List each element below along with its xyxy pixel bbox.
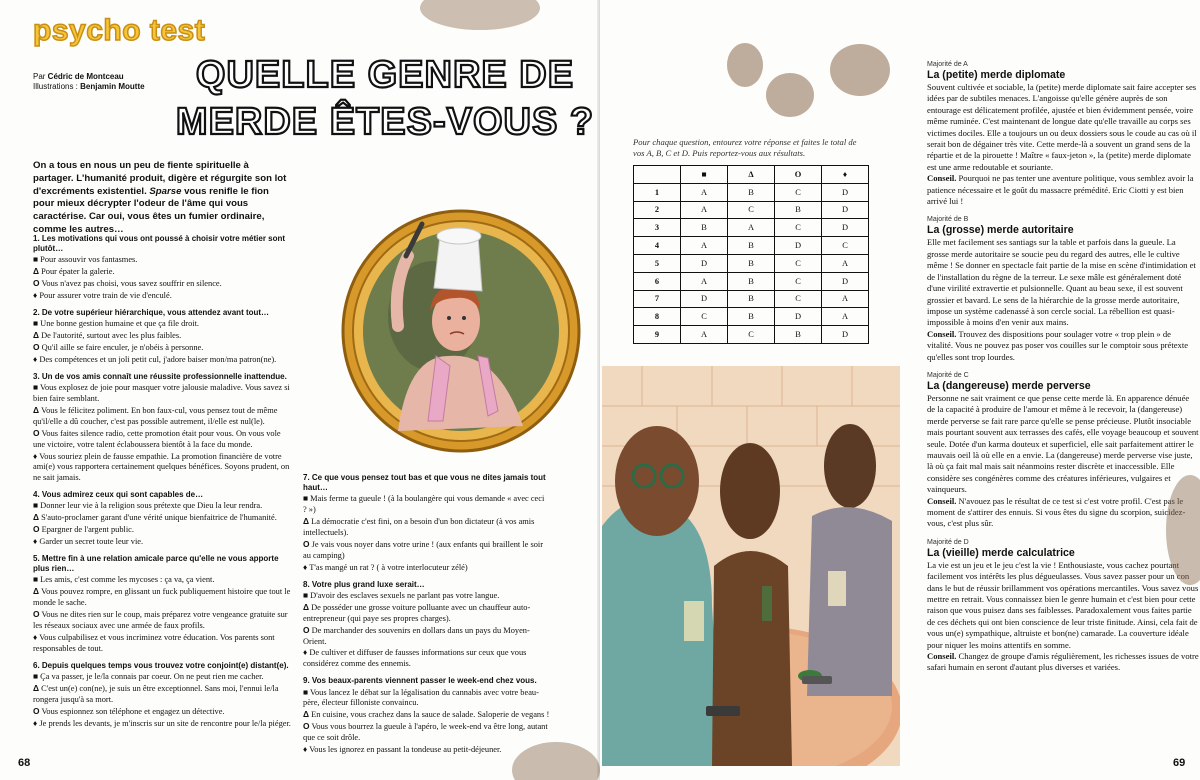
result-block: [927, 215, 1199, 362]
result-description: La vie est un jeu et le jeu c'est la vie ! Enthousiaste, vous cachez pourtant facilement vos intérêts les plus dégueulasses. Vous savez passer pour un con dans le but de réussir brillamment vos opérations mercantiles. Vous savez vous mettre en retrait. Vous connaissez bien le genre humain et c'est bien pour cette raison que vous puisez dans ses faiblesses. Paradoxalement vous faites partie de ces déchets qui ont bien conscience de leur triste finitude. Ainsi, cela fait de vous un(e) sympathique, altruiste et bon(ne) camarade. La couverture idéale pour niquer les moins attentifs en somme.: [927, 559, 1199, 650]
result-label: Majorité de D: [927, 538, 969, 546]
table-row: [634, 326, 869, 344]
table-row: [634, 308, 869, 326]
answer-text: Pour assouvir vos fantasmes.: [38, 255, 138, 265]
answer-text: Vous n'avez pas choisi, vous savez souffrir en silence.: [39, 279, 222, 289]
answer-text: C'est un(e) con(ne), je suis un être exceptionnel. Sans moi, l'ennui le/la rongera jusqu'à sa mort.: [33, 683, 279, 704]
answer-text: S'auto-proclamer garant d'une vérité unique bienfaitrice de l'humanité.: [39, 513, 277, 523]
page-number: 68: [18, 757, 31, 769]
answer-text: Vous faites silence radio, cette promotion était pour vous. On vous vole une victoire, votre talent éclaboussera bientôt à la face du monde.: [33, 428, 281, 449]
answer-letter-cell: A: [681, 272, 728, 290]
result-title: La (petite) merde diplomate: [927, 69, 1066, 81]
answer-letter-cell: B: [728, 272, 775, 290]
answer-symbol: ♦: [33, 450, 38, 461]
answer-text: Donner leur vie à la religion sous prétexte que Dieu la leur rendra.: [38, 501, 263, 511]
answer-option: [33, 318, 291, 330]
table-row: [634, 254, 869, 272]
answer-option: [33, 342, 291, 354]
answer-text: Garder un secret toute leur vie.: [37, 537, 144, 547]
table-header-row: [634, 166, 869, 184]
answer-text: Je vais vous noyer dans votre urine ! (aux enfants qui braillent le soir au camping): [303, 540, 544, 560]
answer-text: Vous vous bourrez la gueule à l'apéro, le week-end va être long, autant que ce soit drôle.: [303, 722, 548, 743]
result-block: [927, 538, 1199, 674]
answer-text: Des compétences et un joli petit cul, j'adore baiser mon/ma patron(ne).: [37, 354, 277, 364]
result-label: Majorité de B: [927, 216, 969, 224]
table-row: [634, 201, 869, 219]
answer-text: Qu'il aille se faire enculer, je n'obéis à personne.: [39, 343, 204, 353]
result-title: La (grosse) merde autoritaire: [927, 224, 1074, 237]
answer-letter-cell: C: [681, 308, 728, 326]
answer-letter-cell: A: [728, 219, 775, 237]
answer-option: [33, 609, 291, 632]
answer-symbol: Δ: [303, 516, 310, 527]
page-title: [175, 52, 595, 146]
answer-option: [303, 625, 550, 648]
answer-option: [33, 524, 291, 536]
advice-text: Pourquoi ne pas tenter une aventure politique, vous semblez avoir la patience nécessaire et le goût du massacre prémédité. Eric Ciotti y est bien arrivé lui !: [927, 173, 1194, 207]
answer-symbol: ■: [303, 589, 309, 600]
advice-label: Conseil.: [927, 173, 957, 184]
quiz-question: [33, 372, 291, 484]
answer-letter-cell: B: [775, 201, 822, 219]
advice-text: N'avouez pas le résultat de ce test si c'est votre profil. C'est pas le moment de s'attirer des ennuis. Si vous êtes du signe du scorpion, suicidez-vous, c'est plus sûr.: [927, 495, 1186, 529]
result-body: [927, 237, 1199, 362]
question-number-cell: 4: [634, 237, 681, 255]
answer-letter-cell: B: [681, 219, 728, 237]
answer-text: Epargner de l'argent public.: [39, 525, 134, 535]
intro-text-1: On a tous en nous un peu de fiente spirituelle à partager. L'humanité produit, digère et régurgite son lot d'excréments existentiel.: [33, 160, 287, 197]
answer-option: [33, 632, 291, 655]
answer-symbol: ■: [303, 493, 309, 504]
quiz-question: [33, 234, 291, 302]
answer-letter-cell: C: [822, 237, 869, 255]
answer-text: Vous ne dites rien sur le coup, mais préparez votre vengeance gratuite sur les réseaux sociaux avec une armée de faux profils.: [33, 610, 288, 631]
advice-label: Conseil.: [927, 651, 957, 662]
credits: [33, 72, 145, 92]
answer-letter-cell: B: [775, 326, 822, 344]
answer-letter-cell: D: [775, 237, 822, 255]
result-body: [927, 393, 1199, 530]
question-number-cell: 5: [634, 254, 681, 272]
answer-text: De marchander des souvenirs en dollars dans un pays du Moyen-Orient.: [303, 625, 530, 646]
answer-symbol: ♦: [303, 744, 308, 755]
question-title: 6. Depuis quelques temps vous trouvez votre conjoint(e) distant(e).: [33, 660, 289, 670]
quiz-question: [33, 554, 291, 655]
page-number: 69: [1173, 757, 1186, 769]
question-title: 9. Vos beaux-parents viennent passer le week-end chez vous.: [303, 676, 537, 686]
answer-option: [33, 354, 291, 366]
question-title: 8. Votre plus grand luxe serait…: [303, 579, 425, 589]
result-body: [927, 82, 1199, 207]
quiz-question: [33, 308, 291, 366]
answer-symbol: ■: [33, 574, 39, 585]
table-row: [634, 183, 869, 201]
question-number-cell: 1: [634, 183, 681, 201]
question-title: 1. Les motivations qui vous ont poussé à choisir votre métier sont plutôt…: [33, 234, 286, 254]
answer-symbol: ♦: [33, 717, 38, 728]
answer-option: [33, 574, 291, 586]
result-description: Elle met facilement ses santiags sur la table et parfois dans la gueule. La grosse merde autoritaire se soucie peu du regard des autres, elle le cultive même ! Se donner en spectacle fait partie de la mise en scène d'intimidation et de l'installation du règne de la terreur. Le sexe mâle est généralement doté d'une virilité extravertie et pulsionnelle. Quant au beau sexe, il est souvent grossier et bavard. Le sens de la hiérarchie de la grosse merde autoritaire, impose un système cadenassé à son cercle social. La rébellion est quasi-impossible à moins d'en venir aux mains.: [927, 237, 1196, 328]
answer-symbol: ♦: [33, 631, 38, 642]
question-title: 3. Un de vos amis connaît une réussite professionnelle inattendue.: [33, 371, 287, 381]
test-instructions: Pour chaque question, entourez votre réponse et faites le total de vos A, B, C et D. Puis reportez-vous aux résultats.: [633, 137, 857, 158]
quiz-question: [33, 490, 291, 548]
answer-text: Vous le félicitez poliment. En bon faux-cul, vous pensez tout de même qu'il/elle a dû coucher, c'est pas possible autrement, il/elle est nul(le).: [33, 405, 278, 426]
answer-letter-cell: C: [728, 326, 775, 344]
answer-letter-cell: D: [822, 219, 869, 237]
pub-scene-illustration: [602, 366, 900, 766]
table-header-cell: ■: [681, 166, 728, 184]
result-title: La (dangereuse) merde perverse: [927, 379, 1091, 392]
answer-option: [303, 493, 550, 516]
answer-letter-cell: C: [775, 183, 822, 201]
answer-text: Vous lancez le débat sur la légalisation du cannabis avec votre beau-père, électeur filloniste convaincu.: [303, 687, 539, 708]
answer-text: T'as mangé un rat ? ( à votre interlocuteur zélé): [307, 562, 468, 572]
illustrator-name: Benjamin Moutte: [80, 82, 145, 91]
question-number-cell: 7: [634, 290, 681, 308]
framed-portrait-illustration: [338, 206, 584, 456]
answer-letter-cell: B: [728, 237, 775, 255]
table-header-cell: [634, 166, 681, 184]
answer-option: [303, 562, 550, 574]
answer-letter-cell: C: [775, 219, 822, 237]
answer-letter-cell: D: [822, 201, 869, 219]
question-title: 2. De votre supérieur hiérarchique, vous attendez avant tout…: [33, 308, 270, 318]
answer-option: [33, 586, 291, 609]
answer-option: [303, 590, 550, 602]
answer-letter-cell: A: [822, 254, 869, 272]
stain-decoration: [720, 25, 895, 120]
answer-letter-cell: C: [775, 290, 822, 308]
result-label: Majorité de C: [927, 371, 969, 379]
answer-symbol: ■: [303, 686, 309, 697]
result-description: Souvent cultivée et sociable, la (petite) merde diplomate sait faire accepter ses idées par de subtiles menaces. L'angoisse qu'elle génère auprès de son entourage est délicatement profilée, ajustée et bien évidemment pensée, voire même ruminée. C'est maintenant de longue date qu'elle travaille au corps ses victimes dociles. Elle a toujours un ou deux dossiers sous le coude au cas où il serait bon de dégainer très vite. Cette merde-là a souvent un grand sens de la répartie et de la pirouette ! Maître « faux-jeton », la (petite) merde diplomate est une arme redoutable et souriante.: [927, 82, 1197, 172]
answer-symbol: ■: [33, 671, 39, 681]
title-line-2: MERDE ÊTES-VOUS ?: [175, 101, 595, 143]
answer-option: [33, 683, 291, 706]
question-title: 4. Vous admirez ceux qui sont capables de…: [33, 490, 204, 500]
answer-letter-cell: A: [681, 237, 728, 255]
answer-letter-cell: C: [728, 201, 775, 219]
answer-letter-cell: D: [775, 308, 822, 326]
right-page: [600, 0, 1200, 780]
question-number-cell: 3: [634, 219, 681, 237]
author-name: Cédric de Montceau: [47, 72, 124, 81]
advice-label: Conseil.: [927, 495, 957, 506]
answer-option: [33, 500, 291, 512]
answer-letter-cell: B: [728, 290, 775, 308]
result-block: [927, 371, 1199, 530]
title-line-1: QUELLE GENRE DE: [195, 54, 575, 96]
table-row: [634, 237, 869, 255]
answer-text: D'avoir des esclaves sexuels ne parlant pas votre langue.: [308, 590, 500, 600]
answer-text: De l'autorité, surtout avec les plus faibles.: [39, 331, 182, 341]
answer-option: [33, 512, 291, 524]
answer-symbol: O: [33, 342, 40, 353]
answer-symbol: ■: [33, 500, 39, 511]
advice-text: Trouvez des dispositions pour soulager votre « trop plein » de vitalité. Vous ne pouvez pas poser vos couilles sur le comptoir sous prétexte qu'elles sont trop lourdes.: [927, 328, 1189, 362]
answer-symbol: ■: [33, 318, 39, 329]
answer-option: [33, 254, 291, 266]
answer-text: Ça va passer, je le/la connais par coeur. On ne peut rien me cacher.: [38, 672, 264, 681]
magazine-name: Sparse: [149, 185, 182, 197]
answer-symbol: Δ: [33, 586, 40, 597]
answer-symbol: Δ: [33, 330, 40, 341]
answer-text: Vous pouvez rompre, en glissant un fuck publiquement histoire que tout le monde le sache.: [33, 587, 291, 608]
answer-letter-cell: B: [728, 308, 775, 326]
table-header-cell: ♦: [822, 166, 869, 184]
answer-option: [303, 602, 550, 625]
answer-option: [33, 330, 291, 342]
quiz-question: [303, 473, 550, 574]
answer-option: [303, 709, 550, 721]
table-row: [634, 272, 869, 290]
answer-symbol: ♦: [303, 647, 308, 658]
answer-symbol: ♦: [303, 561, 308, 572]
answer-letter-cell: A: [681, 326, 728, 344]
answer-symbol: Δ: [303, 709, 310, 720]
question-number-cell: 9: [634, 326, 681, 344]
answer-letter-cell: A: [822, 308, 869, 326]
answers-table: [633, 165, 869, 344]
advice-text: Changez de groupe d'amis régulièrement, les richesses issues de votre safari humain en seront d'autant plus diverses et variées.: [927, 651, 1199, 673]
answer-letter-cell: B: [728, 254, 775, 272]
result-body: [927, 560, 1199, 674]
intro-text-2: vous renifle le fion pour mieux décrypter l'odeur de l'âme qui vous caractérise. Car oui, vous êtes un fumier ordinaire, comme les autres…: [33, 185, 269, 235]
table-header-cell: Δ: [728, 166, 775, 184]
answer-symbol: O: [33, 278, 40, 289]
answer-symbol: Δ: [303, 601, 310, 612]
stain-decoration: [415, 0, 545, 40]
stain-decoration: [508, 730, 600, 780]
question-title: 5. Mettre fin à une relation amicale parce qu'elle ne vous apporte plus rien…: [33, 554, 279, 574]
answer-text: De cultiver et diffuser de fausses informations sur ceux que vous considérez comme des ennemis.: [303, 648, 527, 669]
answer-option: [33, 718, 291, 730]
answer-symbol: ♦: [33, 290, 38, 301]
answer-text: Pour assurer votre train de vie d'enculé.: [37, 291, 172, 301]
answer-symbol: O: [303, 539, 310, 550]
answer-symbol: ■: [33, 254, 39, 265]
answer-symbol: O: [303, 624, 310, 635]
answer-symbol: ♦: [33, 536, 38, 547]
questions-column-1: [33, 234, 291, 736]
answer-text: Vous explosez de joie pour masquer votre jalousie maladive. Vous savez si bien faire semblant.: [33, 383, 290, 403]
answer-letter-cell: C: [775, 272, 822, 290]
answer-text: De posséder une grosse voiture polluante avec un chauffeur auto-entrepreneur (qui paye ses propres charges).: [303, 602, 531, 623]
answer-symbol: Δ: [33, 266, 40, 277]
answer-text: Vous souriez plein de fausse empathie. La promotion financière de votre ami(e) vous rapportera certainement quelques bénéfices. Soyons prudent, on ne sait jamais.: [33, 451, 290, 483]
answer-option: [33, 278, 291, 290]
answer-symbol: Δ: [33, 404, 40, 415]
answer-option: [303, 539, 550, 562]
section-tag: psycho test: [33, 14, 206, 47]
answer-letter-cell: D: [681, 290, 728, 308]
answer-text: Mais ferme ta gueule ! (à la boulangère qui vous demande « avec ceci ? »): [303, 494, 545, 515]
answer-symbol: Δ: [33, 682, 40, 693]
questions-column-2: [303, 473, 550, 762]
advice-label: Conseil.: [927, 328, 957, 339]
answer-option: [303, 647, 550, 670]
result-title: La (vieille) merde calculatrice: [927, 546, 1075, 559]
result-description: Personne ne sait vraiment ce que pense cette merde là. En apparence dénuée de la capacité à produire de l'amour et même à le recevoir, la (dangereuse) merde perverse se fait rare parce qu'elle se pense précieuse. Plutôt insociable mais pourtant souvent aux terrasses des cafés, elle voyage beaucoup et souvent seule. Dotée d'un karma douteux et superficiel, elle sait parfaitement attirer le mauvais oeil là où elle en a envie. La (dangereuse) merde perverse vise juste, là où ça fait mal mais sait néanmoins rester discrète et inaccessible. Elle considère ses congénères comme des créatures inférieures, vulgaires et vainqueurs.: [927, 392, 1199, 495]
intro-paragraph: [33, 160, 291, 237]
result-block: [927, 60, 1199, 207]
answer-text: Pour épater la galerie.: [39, 267, 115, 277]
result-label: Majorité de A: [927, 61, 968, 68]
question-number-cell: 8: [634, 308, 681, 326]
table-row: [634, 290, 869, 308]
answer-letter-cell: D: [822, 272, 869, 290]
answer-option: [33, 382, 291, 405]
credits-illustrations-prefix: Illustrations :: [33, 82, 81, 91]
answer-option: [33, 706, 291, 718]
answer-option: [33, 428, 291, 451]
answer-symbol: O: [33, 524, 40, 535]
answer-text: Vous espionnez son téléphone et engagez un détective.: [39, 706, 225, 716]
answer-letter-cell: A: [681, 201, 728, 219]
answer-option: [33, 405, 291, 428]
answer-option: [303, 687, 550, 710]
answer-text: Je prends les devants, je m'inscris sur un site de rencontre pour le/la piéger.: [37, 718, 291, 728]
answer-option: [33, 266, 291, 278]
quiz-question: [33, 661, 291, 730]
answer-letter-cell: D: [822, 326, 869, 344]
answer-letter-cell: B: [728, 183, 775, 201]
answer-text: Vous culpabilisez et vous incriminez votre éducation. Vos parents sont responsables de tout.: [33, 632, 275, 653]
question-number-cell: 6: [634, 272, 681, 290]
credits-author-prefix: Par: [33, 72, 48, 81]
answer-symbol: ■: [33, 382, 39, 393]
answer-letter-cell: A: [822, 290, 869, 308]
answer-option: [33, 290, 291, 302]
quiz-question: [303, 580, 550, 671]
answer-letter-cell: C: [775, 254, 822, 272]
answer-letter-cell: A: [681, 183, 728, 201]
answer-text: En cuisine, vous crachez dans la sauce de salade. Saloperie de vegans !: [309, 710, 550, 720]
answer-text: Les amis, c'est comme les mycoses : ça va, ça vient.: [38, 575, 215, 585]
results-column: [927, 60, 1199, 682]
answer-text: Une bonne gestion humaine et que ça file droit.: [38, 319, 199, 329]
answer-option: [303, 516, 550, 539]
answer-text: Vous les ignorez en passant la tondeuse au petit-déjeuner.: [307, 745, 502, 755]
stain-decoration: [1160, 470, 1200, 590]
answer-letter-cell: D: [822, 183, 869, 201]
answer-symbol: O: [33, 705, 40, 716]
answer-option: [33, 536, 291, 548]
answer-option: [33, 671, 291, 683]
answer-symbol: O: [33, 609, 40, 620]
table-row: [634, 219, 869, 237]
answer-text: La démocratie c'est fini, on a besoin d'un bon dictateur (à vos amis intellectuels).: [303, 517, 535, 538]
answer-option: [33, 451, 291, 485]
answer-symbol: ♦: [33, 353, 38, 364]
question-number-cell: 2: [634, 201, 681, 219]
answer-symbol: O: [33, 427, 40, 438]
answer-letter-cell: D: [681, 254, 728, 272]
answer-symbol: O: [303, 721, 310, 732]
table-header-cell: O: [775, 166, 822, 184]
answer-symbol: Δ: [33, 512, 40, 523]
question-title: 7. Ce que vous pensez tout bas et que vous ne dites jamais tout haut…: [303, 473, 546, 493]
